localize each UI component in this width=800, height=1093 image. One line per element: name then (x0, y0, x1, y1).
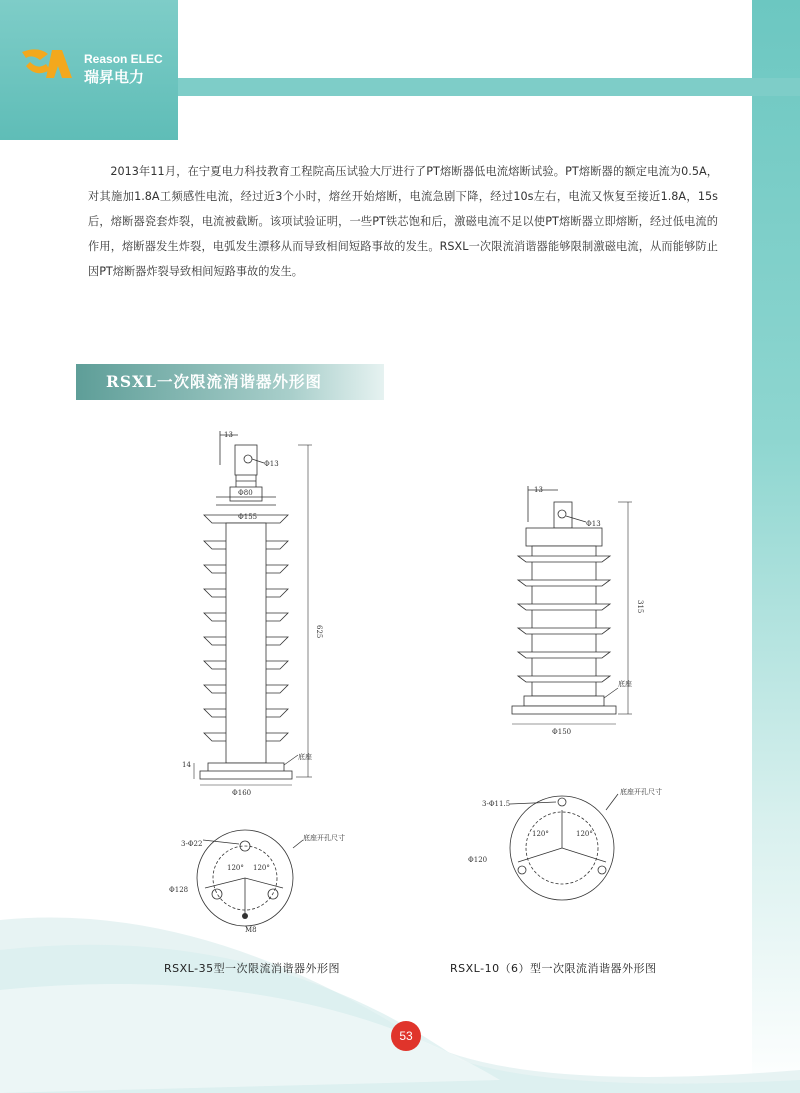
rsxl10-plan-label: 底座开孔尺寸 (620, 788, 662, 796)
logo-mark-icon (18, 44, 78, 84)
rsxl35-dim-d155: Φ155 (238, 513, 258, 521)
rsxl10-dim-top: 13 (534, 486, 543, 494)
rsxl35-dim-top: 13 (224, 431, 233, 439)
rsxl35-plan-dia: Φ128 (169, 886, 189, 894)
rsxl10-plan-dia: Φ120 (468, 856, 488, 864)
page-number: 53 (391, 1021, 421, 1051)
rsxl35-dim-base-h: 14 (182, 761, 191, 769)
rsxl10-dim-hole: Φ13 (586, 520, 601, 528)
rsxl10-caption: RSXL-10（6）型一次限流消谐器外形图 (450, 962, 657, 975)
rsxl35-dim-hole: Φ13 (264, 460, 279, 468)
rsxl35-plan-holes: 3-Φ22 (181, 840, 203, 848)
rsxl35-plan-angle1: 120° (227, 864, 244, 872)
rsxl10-plan-holes: 3-Φ11.5 (482, 800, 511, 808)
intro-paragraph: 2013年11月，在宁夏电力科技教育工程院高压试验大厅进行了PT熔断器低电流熔断试验。PT熔断器的额定电流为0.5A，对其施加1.8A工频感性电流，经过近3个小时，熔丝开始熔断，电流急剧下降，经过10s左右，电流又恢复至接近1.8A，15s后，熔断器瓷套炸裂，电流被截断。该项试验证明，一些PT铁芯饱和后，激磁电流不足以使PT熔断器立即熔断，经过低电流的作用，熔断器发生炸裂，电弧发生漂移从而导致相间短路事故的发生。RSXL一次限流消谐器能够限制激磁电流，从而能够防止因PT熔断器炸裂导致相间短路事故的发生。 (88, 165, 718, 278)
rsxl35-dim-d80: Φ80 (238, 489, 253, 497)
rsxl35-plan-label: 底座开孔尺寸 (303, 834, 345, 842)
rsxl10-plan-angle2: 120° (576, 830, 593, 838)
rsxl10-label-base: 底座 (618, 680, 632, 688)
rsxl35-plan-bolt: M8 (245, 926, 257, 934)
rsxl10-dim-height: 315 (636, 600, 644, 614)
rsxl35-caption: RSXL-35型一次限流消谐器外形图 (164, 962, 341, 975)
rsxl35-dim-height: 625 (315, 625, 323, 639)
rsxl10-elevation-drawing (498, 480, 658, 750)
brand-name-cn: 瑞昇电力 (84, 68, 145, 86)
header-white-band (178, 0, 752, 79)
rsxl35-elevation-drawing (180, 425, 340, 805)
section-title: RSXL一次限流消谐器外形图 (76, 364, 384, 400)
rsxl35-label-base: 底座 (298, 753, 312, 761)
rsxl35-bolt-mark (242, 913, 248, 919)
brand-name-en: Reason ELEC (84, 52, 163, 66)
decorative-wave (0, 890, 800, 1093)
rsxl35-base-plan-drawing (165, 818, 365, 938)
rsxl10-dim-d150: Φ150 (552, 728, 572, 736)
brand-logo (18, 44, 168, 92)
header-teal-bar (178, 78, 800, 96)
rsxl35-dim-d160: Φ160 (232, 789, 252, 797)
rsxl10-plan-angle1: 120° (532, 830, 549, 838)
rsxl10-base-plan-drawing (460, 780, 690, 910)
rsxl35-plan-angle2: 120° (253, 864, 270, 872)
